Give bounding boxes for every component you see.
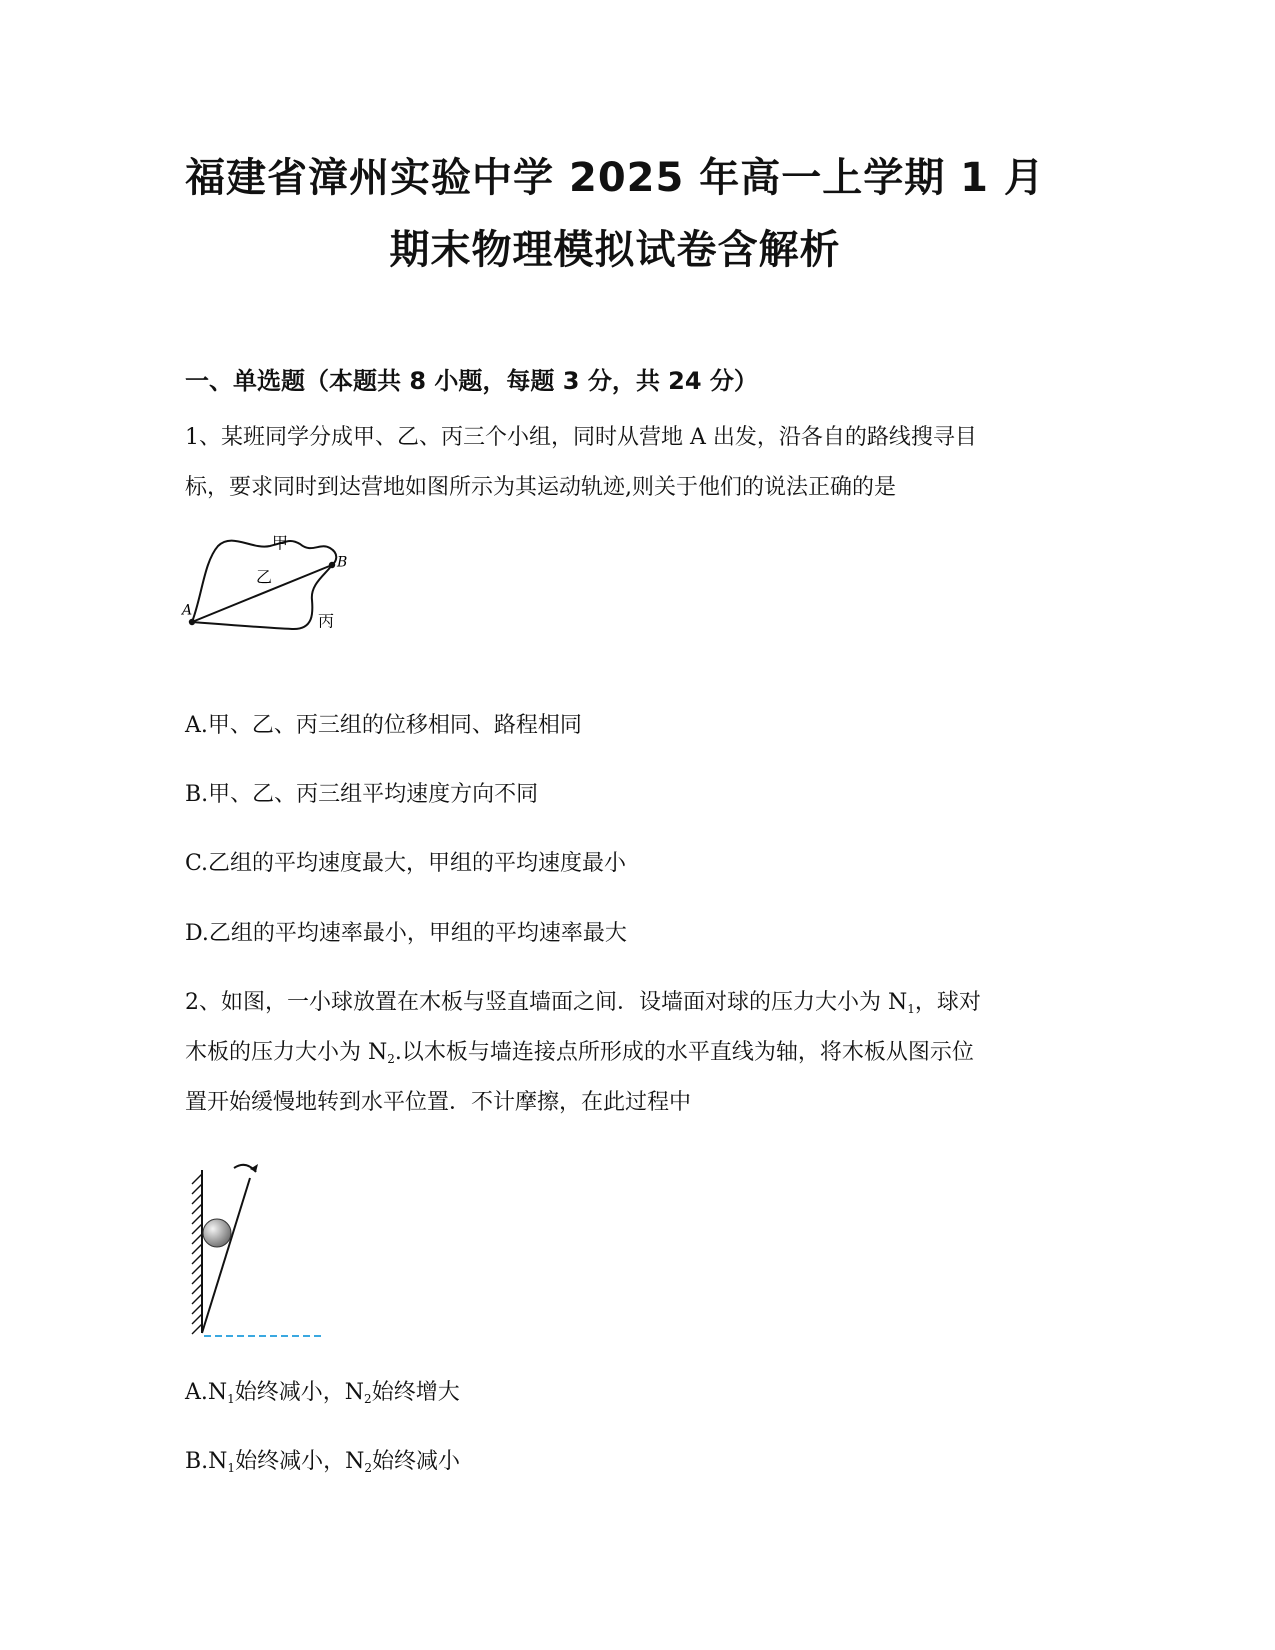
label-jia: 甲 bbox=[272, 533, 289, 553]
document-title-line-2: 期末物理模拟试卷含解析 bbox=[389, 227, 841, 273]
q2-option-a: $A.N_1$始终减小，$N_2$始终增大 bbox=[185, 1380, 460, 1406]
point-a bbox=[189, 619, 195, 625]
ball bbox=[203, 1219, 231, 1247]
q1-option-c: C.乙组的平均速度最大，甲组的平均速度最小 bbox=[185, 851, 627, 876]
document-title-line-1: 福建省漳州实验中学 2025 年高一上学期 1 月 bbox=[185, 155, 1045, 201]
q2-ball-board-figure bbox=[180, 1150, 350, 1350]
q2-stem-line-3: 置开始缓慢地转到水平位置．不计摩擦，在此过程中 bbox=[185, 1090, 692, 1115]
q1-option-b: B.甲、乙、丙三组平均速度方向不同 bbox=[185, 782, 539, 807]
point-b bbox=[329, 562, 335, 568]
label-a: A bbox=[182, 602, 193, 619]
label-b: B bbox=[337, 554, 348, 571]
subscript: 2 bbox=[364, 1392, 372, 1406]
label-bing: 丙 bbox=[318, 611, 335, 631]
label-yi: 乙 bbox=[256, 567, 273, 587]
subscript: 2 bbox=[364, 1461, 372, 1475]
q2-stem-line-1: 2、如图，一小球放置在木板与竖直墙面之间．设墙面对球的压力大小为 $N_1$，球对 bbox=[185, 990, 981, 1016]
q1-option-a: A.甲、乙、丙三组的位移相同、路程相同 bbox=[185, 713, 582, 738]
subscript: 2 bbox=[387, 1052, 395, 1066]
q2-option-b: $B.N_1$始终减小，$N_2$始终减小 bbox=[185, 1449, 460, 1475]
q1-option-d: D.乙组的平均速率最小，甲组的平均速率最大 bbox=[185, 921, 627, 946]
q1-trajectory-figure bbox=[180, 530, 380, 670]
subscript: 1 bbox=[227, 1392, 235, 1406]
wall-hatching bbox=[192, 1174, 202, 1334]
q1-stem-line-1: 1、某班同学分成甲、乙、丙三个小组，同时从营地 A 出发，沿各自的路线搜寻目 bbox=[185, 425, 977, 450]
subscript: 1 bbox=[227, 1461, 236, 1475]
board bbox=[202, 1178, 250, 1333]
subscript: 1 bbox=[907, 1002, 915, 1016]
q1-stem-line-2: 标，要求同时到达营地如图所示为其运动轨迹,则关于他们的说法正确的是 bbox=[185, 475, 896, 500]
q2-stem-line-2: 木板的压力大小为 $N_2$.以木板与墙连接点所形成的水平直线为轴，将木板从图示位 bbox=[185, 1040, 974, 1066]
section-heading: 一、单选题（本题共 8 小题，每题 3 分，共 24 分） bbox=[185, 367, 758, 395]
